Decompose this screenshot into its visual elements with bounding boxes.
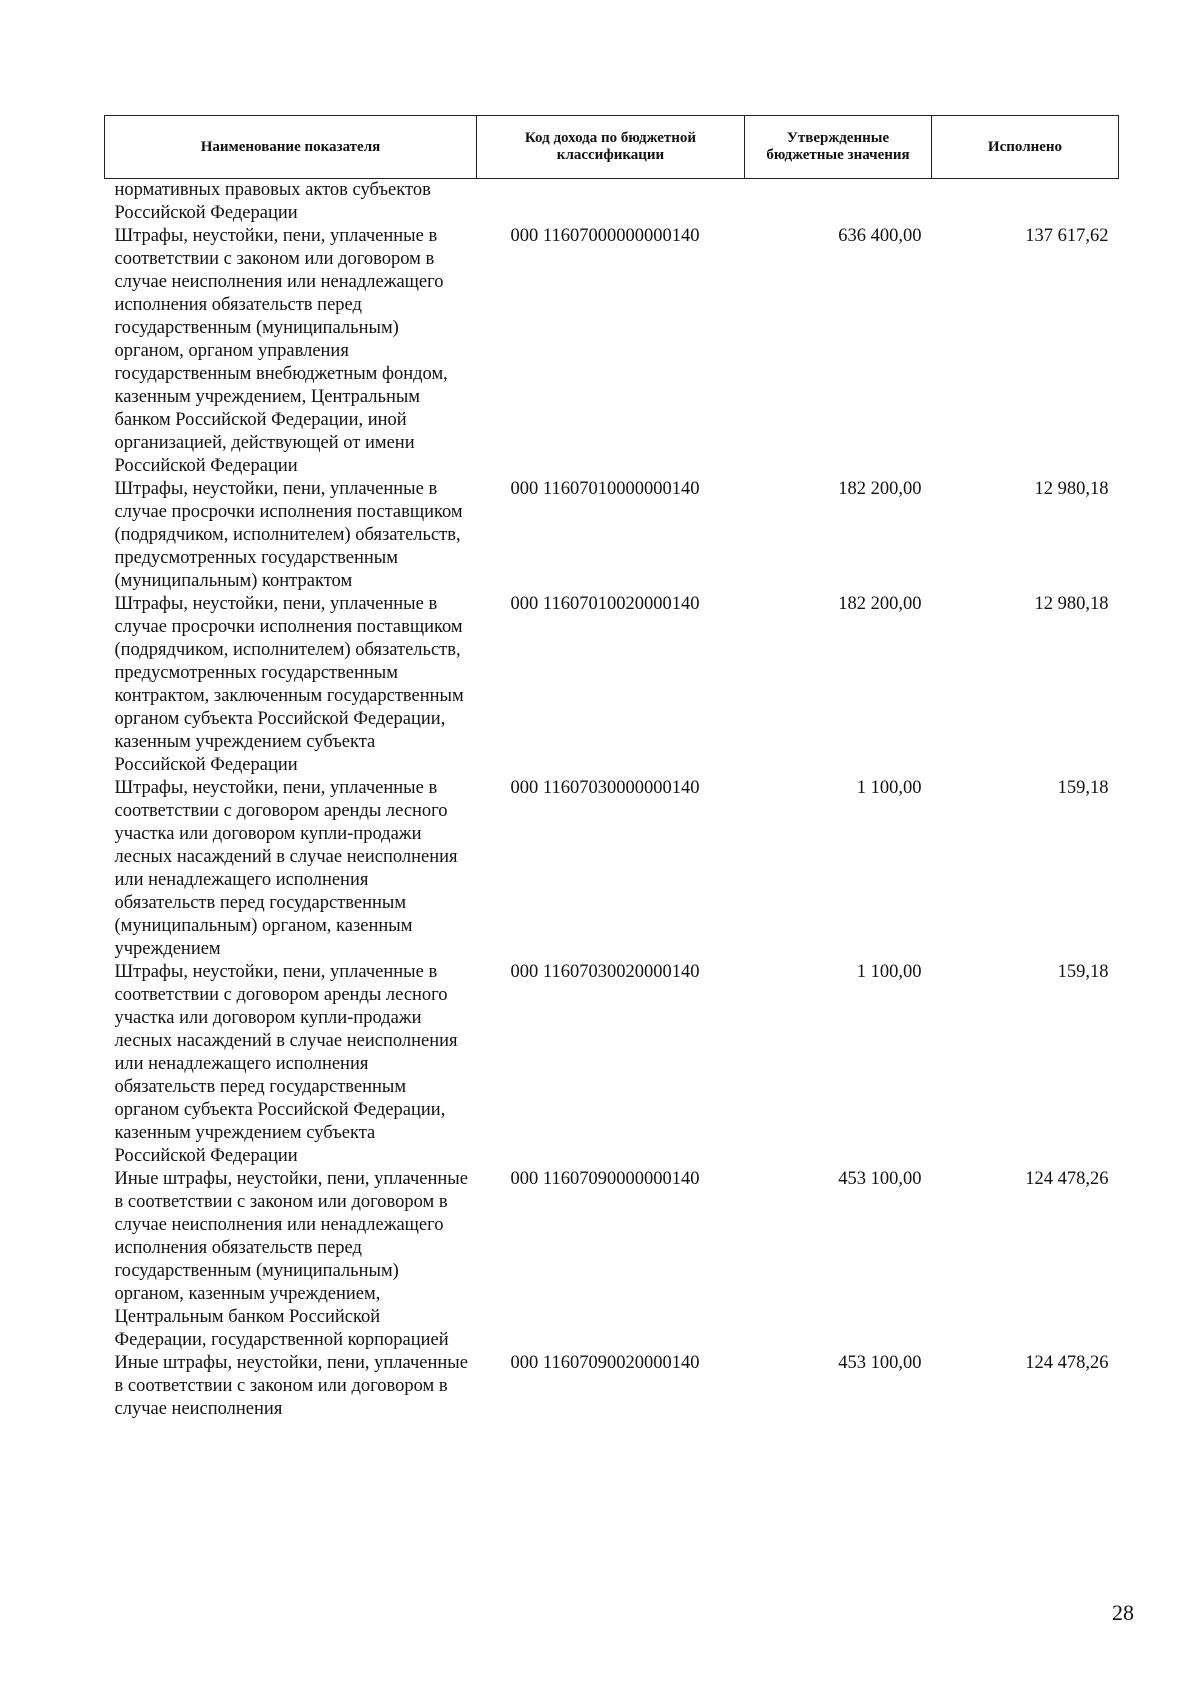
table-body bbox=[105, 179, 1119, 1422]
row-name: Иные штрафы, неустойки, пени, уплаченные в соответствии с законом или договором в случае неисполнения или ненадлежащего исполнения обязательств перед государственным (муниципальным) органом, казенным учреждением, Центральным банком Российской Федерации, государственной корпорацией bbox=[114, 1169, 468, 1350]
row-name: Штрафы, неустойки, пени, уплаченные в соответствии с договором аренды лесного участка или договором купли-продажи лесных насаждений в случае неисполнения или ненадлежащего исполнения обязательств перед государственным (муниципальным) органом, казенным учреждением bbox=[114, 778, 458, 959]
row-name: Иные штрафы, неустойки, пени, уплаченные в соответствии с законом или договором в случае неисполнения bbox=[114, 1353, 468, 1419]
header-code: Код дохода по бюджетной классификации bbox=[477, 116, 745, 179]
row-name: Штрафы, неустойки, пени, уплаченные в соответствии с договором аренды лесного участка или договором купли-продажи лесных насаждений в случае неисполнения или ненадлежащего исполнения обязательств перед государственным органом субъекта Российской Федерации, казенным учреждением субъекта Российской Федерации bbox=[114, 962, 458, 1166]
row-executed: 12 980,18 bbox=[1034, 479, 1109, 499]
table-row bbox=[105, 225, 1119, 478]
table-row bbox=[105, 593, 1119, 777]
row-approved bbox=[745, 179, 932, 226]
header-row bbox=[105, 116, 1119, 179]
row-executed: 159,18 bbox=[1057, 962, 1109, 982]
table-row bbox=[105, 961, 1119, 1168]
row-code: 000 11607010020000140 bbox=[510, 594, 700, 614]
row-approved: 1 100,00 bbox=[856, 962, 922, 982]
budget-execution-table bbox=[104, 115, 1119, 1421]
table-row bbox=[105, 777, 1119, 961]
row-name: Штрафы, неустойки, пени, уплаченные в соответствии с законом или договором в случае неисполнения или ненадлежащего исполнения обязательств перед государственным (муниципальным) органом, органом управления государственным внебюджетным фондом, казенным учреждением, Центральным банком Российской Федерации, иной организацией, действующей от имени Российской Федерации bbox=[114, 226, 448, 476]
row-executed: 159,18 bbox=[1057, 778, 1109, 798]
header-executed: Исполнено bbox=[932, 116, 1119, 179]
row-approved: 453 100,00 bbox=[838, 1353, 922, 1373]
row-approved: 182 200,00 bbox=[838, 594, 922, 614]
table-row bbox=[105, 1352, 1119, 1421]
row-approved: 182 200,00 bbox=[838, 479, 922, 499]
row-name: Штрафы, неустойки, пени, уплаченные в случае просрочки исполнения поставщиком (подрядчиком, исполнителем) обязательств, предусмотренных государственным контрактом, заключенным государственным органом субъекта Российской Федерации, казенным учреждением субъекта Российской Федерации bbox=[114, 594, 464, 775]
row-executed bbox=[932, 179, 1119, 226]
row-code: 000 11607090020000140 bbox=[510, 1353, 700, 1373]
header-approved: Утвержденные бюджетные значения bbox=[745, 116, 932, 179]
table-row bbox=[105, 478, 1119, 593]
row-code: 000 11607000000000140 bbox=[510, 226, 700, 246]
row-code: 000 11607010000000140 bbox=[510, 479, 700, 499]
row-name: Штрафы, неустойки, пени, уплаченные в случае просрочки исполнения поставщиком (подрядчиком, исполнителем) обязательств, предусмотренных государственным (муниципальным) контрактом bbox=[114, 479, 463, 591]
row-code: 000 11607090000000140 bbox=[510, 1169, 700, 1189]
row-executed: 137 617,62 bbox=[1025, 226, 1109, 246]
row-name: нормативных правовых актов субъектов Российской Федерации bbox=[114, 180, 431, 223]
row-code bbox=[477, 179, 745, 226]
table-row bbox=[105, 179, 1119, 226]
row-approved: 453 100,00 bbox=[838, 1169, 922, 1189]
table-row bbox=[105, 1168, 1119, 1352]
header-name: Наименование показателя bbox=[105, 116, 477, 179]
row-approved: 636 400,00 bbox=[838, 226, 922, 246]
table-header bbox=[105, 116, 1119, 179]
row-executed: 12 980,18 bbox=[1034, 594, 1109, 614]
page-number: 28 bbox=[1112, 1600, 1134, 1625]
row-code: 000 11607030020000140 bbox=[510, 962, 700, 982]
row-executed: 124 478,26 bbox=[1025, 1353, 1109, 1373]
row-code: 000 11607030000000140 bbox=[510, 778, 700, 798]
row-executed: 124 478,26 bbox=[1025, 1169, 1109, 1189]
row-approved: 1 100,00 bbox=[856, 778, 922, 798]
